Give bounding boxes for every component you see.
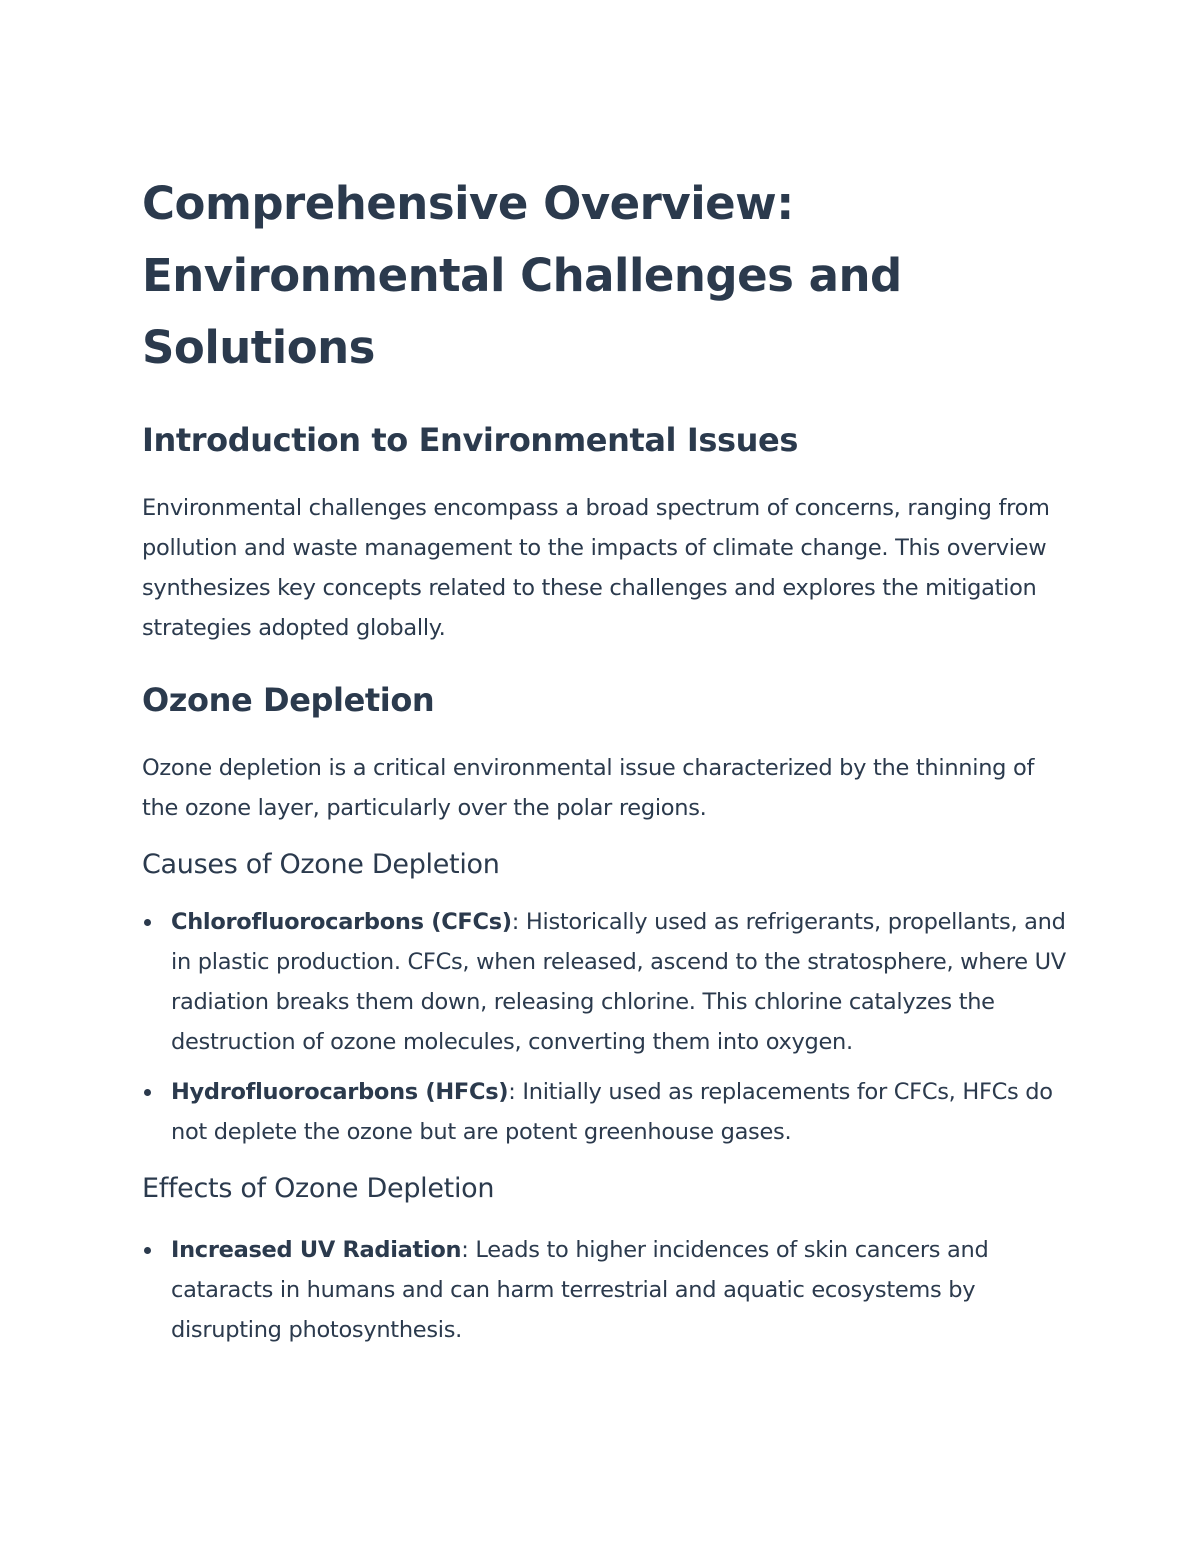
effects-list bbox=[142, 1230, 1072, 1350]
list-item-text: : Leads to higher incidences of skin cancers and cataracts in humans and can harm terrestrial and aquatic ecosystems by disrupting photosynthesis. bbox=[171, 1237, 989, 1343]
list-item-term: Chlorofluorocarbons (CFCs) bbox=[171, 909, 512, 935]
causes-list bbox=[142, 902, 1072, 1152]
list-item-text: : Historically used as refrigerants, propellants, and in plastic production. CFCs, when released, ascend to the stratosphere, where UV radiation breaks them down, releasing chlorine. This chlorine catalyzes the destruction of ozone molecules, converting them into oxygen. bbox=[171, 909, 1066, 1055]
bullet-icon bbox=[144, 919, 151, 926]
introduction-paragraph: Environmental challenges encompass a broad spectrum of concerns, ranging from pollution and waste management to the impacts of climate change. This overview synthesizes key concepts related to these challenges and explores the mitigation strategies adopted globally. bbox=[142, 495, 1050, 641]
document-title: Comprehensive Overview: Environmental Challenges and Solutions bbox=[142, 177, 902, 374]
list-item-term: Increased UV Radiation bbox=[171, 1237, 462, 1263]
list-item-hfcs bbox=[142, 1072, 1072, 1152]
subheading-effects: Effects of Ozone Depletion bbox=[142, 1173, 495, 1204]
bullet-icon bbox=[144, 1089, 151, 1096]
document-page bbox=[142, 168, 1072, 1350]
ozone-depletion-paragraph: Ozone depletion is a critical environmental issue characterized by the thinning of the ozone layer, particularly over the polar regions. bbox=[142, 755, 1035, 821]
bullet-icon bbox=[144, 1247, 151, 1254]
section-heading-ozone-depletion: Ozone Depletion bbox=[142, 681, 435, 719]
list-item-cfcs bbox=[142, 902, 1072, 1062]
list-item-text: : Initially used as replacements for CFCs, HFCs do not deplete the ozone but are potent greenhouse gases. bbox=[171, 1079, 1053, 1145]
section-heading-introduction: Introduction to Environmental Issues bbox=[142, 421, 798, 459]
list-item-term: Hydrofluorocarbons (HFCs) bbox=[171, 1079, 509, 1105]
subheading-causes: Causes of Ozone Depletion bbox=[142, 849, 500, 880]
list-item-uv-radiation bbox=[142, 1230, 1072, 1350]
